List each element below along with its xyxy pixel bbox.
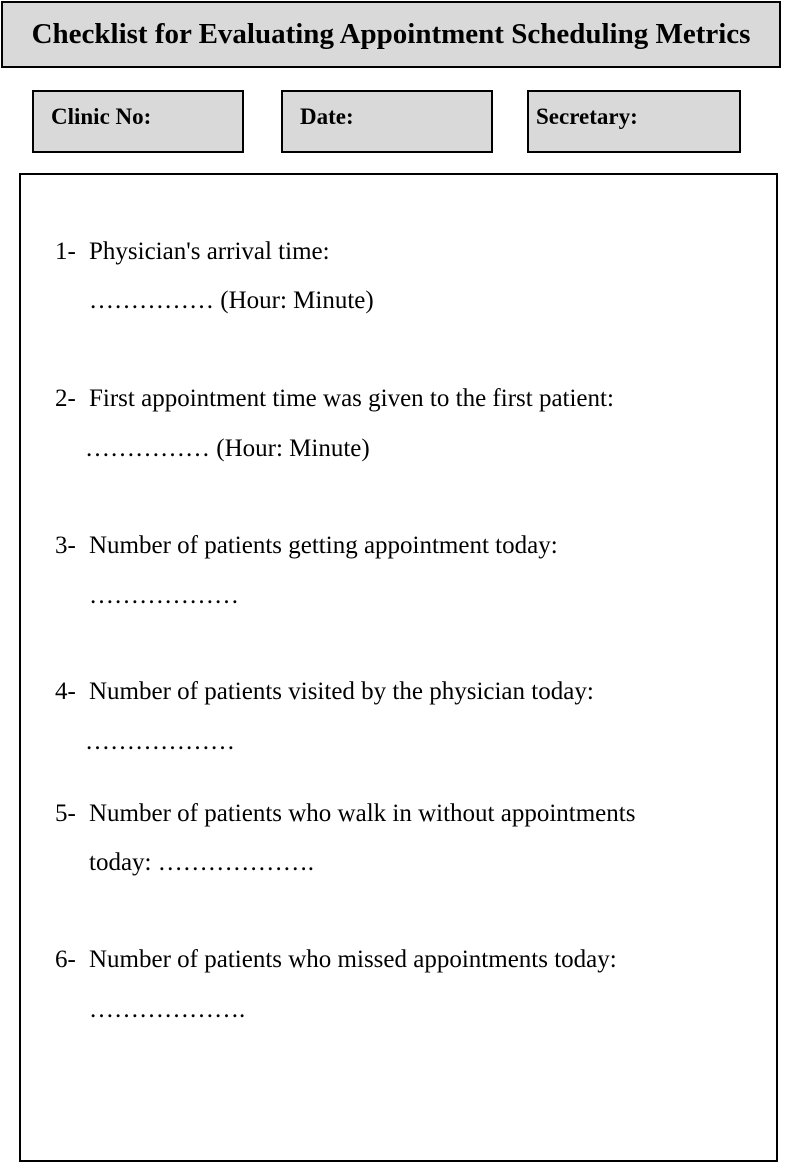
clinic-no-label: Clinic No: — [51, 104, 152, 129]
question-3-text: Number of patients getting appointment today: — [89, 532, 558, 559]
question-5-text: Number of patients who walk in without appointments — [89, 800, 636, 827]
question-1-number: 1- — [55, 238, 76, 265]
answer-1[interactable]: …………… (Hour: Minute) — [89, 287, 374, 314]
question-3 — [55, 531, 558, 561]
answer-4[interactable]: ……………… — [85, 728, 235, 755]
checklist-panel — [19, 173, 778, 1162]
page-title: Checklist for Evaluating Appointment Scheduling Metrics — [31, 18, 751, 50]
date-label: Date: — [300, 104, 354, 129]
question-1 — [55, 237, 330, 267]
secretary-label: Secretary: — [536, 104, 638, 129]
question-6-text: Number of patients who missed appointments today: — [89, 946, 617, 973]
answer-2[interactable]: …………… (Hour: Minute) — [85, 435, 370, 462]
secretary-field[interactable] — [527, 90, 741, 153]
question-4-text: Number of patients visited by the physician today: — [89, 678, 594, 705]
answer-6[interactable]: ………………. — [89, 996, 246, 1023]
question-2-number: 2- — [55, 385, 76, 412]
question-3-number: 3- — [55, 532, 76, 559]
answer-3[interactable]: ……………… — [89, 582, 239, 609]
question-5-number: 5- — [55, 800, 76, 827]
date-field[interactable] — [281, 90, 493, 153]
question-6 — [55, 945, 617, 975]
question-6-number: 6- — [55, 946, 76, 973]
question-2-text: First appointment time was given to the first patient: — [89, 385, 614, 412]
question-1-text: Physician's arrival time: — [89, 238, 330, 265]
question-4-number: 4- — [55, 678, 76, 705]
question-2 — [55, 384, 614, 414]
clinic-no-field[interactable] — [32, 90, 244, 153]
answer-5[interactable]: today: ………………. — [89, 849, 314, 876]
question-5 — [55, 799, 635, 829]
title-banner — [1, 1, 781, 68]
question-4 — [55, 677, 594, 707]
